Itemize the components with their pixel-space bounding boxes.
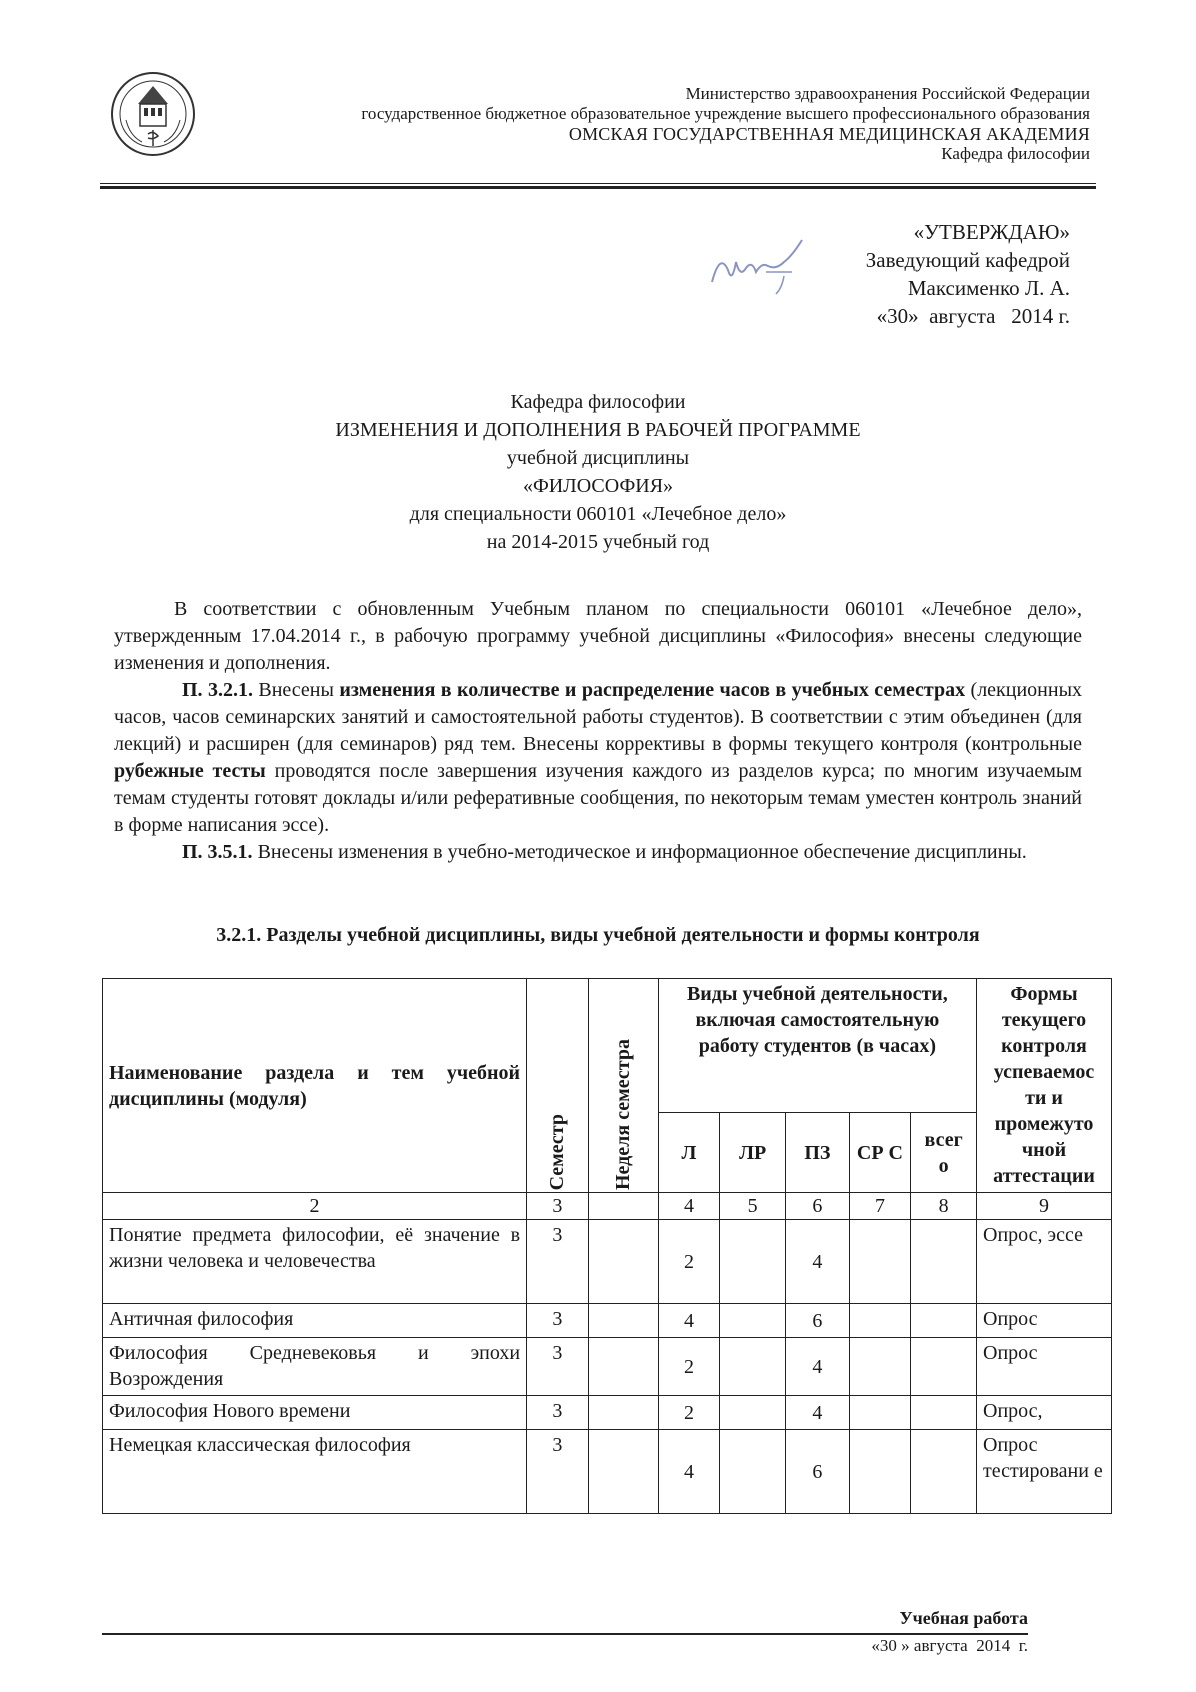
header-week: Неделя семестра: [588, 979, 658, 1193]
document-header: [361, 84, 1090, 164]
ministry-line: Министерство здравоохранения Российской Федерации: [685, 84, 1090, 103]
header-forms: Формы текущего контроля успеваемос ти и промежуто чной аттестации: [977, 979, 1112, 1193]
paragraph-3: П. 3.5.1. Внесены изменения в учебно-методическое и информационное обеспечение дисциплины.: [182, 841, 1027, 863]
approval-position: Заведующий кафедрой: [865, 248, 1070, 272]
header-name: Наименование раздела и тем учебной дисциплины (модуля): [103, 979, 527, 1193]
title-heading: ИЗМЕНЕНИЯ И ДОПОЛНЕНИЯ В РАБОЧЕЙ ПРОГРАММЕ: [335, 419, 861, 441]
institution-line: государственное бюджетное образовательное учреждение высшего профессионального образования: [361, 104, 1090, 123]
paragraph-3-lead: П. 3.5.1.: [182, 841, 253, 863]
table-caption: 3.2.1. Разделы учебной дисциплины, виды учебной деятельности и формы контроля: [216, 924, 980, 946]
signature-icon: [706, 232, 826, 298]
paragraph-2: П. 3.2.1. Внесены изменения в количестве и распределение часов в учебных семестрах (лекционных часов, часов семинарских занятий и самостоятельной работы студентов). В соответствии с этим объединен (для лекций) и расширен (для семинаров) ряд тем. Внесены коррективы в формы текущего контроля (контрольные рубежные тесты проводятся после завершения изучения каждого из разделов курса; по многим изучаемым темам студенты готовят доклады и/или реферативные сообщения, по некоторым темам уместен контроль знаний в форме написания эссе).: [114, 679, 1083, 836]
paragraph-2-emphasis-2: рубежные тесты: [114, 760, 266, 782]
header-src: СР С: [849, 1113, 911, 1193]
paragraph-2-emphasis: изменения в количестве и распределение часов в учебных семестрах: [339, 679, 966, 701]
header-pz: ПЗ: [786, 1113, 850, 1193]
title-department: Кафедра философии: [510, 391, 686, 413]
approval-block: [866, 218, 1070, 330]
title-sub: учебной дисциплины: [506, 447, 690, 469]
column-numbers-row: 2 3 4 5 6 7 8 9: [103, 1193, 1112, 1220]
paragraph-1: В соответствии с обновленным Учебным планом по специальности 060101 «Лечебное дело», утвержденным 17.04.2014 г., в рабочую программу учебной дисциплины «Философия» внесены следующие изменения и дополнения.: [114, 598, 1082, 674]
department-line: Кафедра философии: [941, 144, 1090, 163]
header-kinds: Виды учебной деятельности, включая самостоятельную работу студентов (в часах): [658, 979, 976, 1113]
table-row: Немецкая классическая философия 3 4 6 Опрос тестировани е: [103, 1430, 1112, 1514]
header-lr: ЛР: [720, 1113, 786, 1193]
table-row: Понятие предмета философии, её значение в жизни человека и человечества 3 2 4 Опрос, эссе: [103, 1220, 1112, 1304]
paragraph-2-lead: П. 3.2.1.: [182, 679, 253, 701]
document-title: [0, 388, 1196, 556]
disciplines-table: [102, 978, 1112, 1514]
table-row: Философия Нового времени 3 2 4 Опрос,: [103, 1396, 1112, 1430]
approval-title: «УТВЕРЖДАЮ»: [913, 220, 1070, 244]
title-discipline: «ФИЛОСОФИЯ»: [522, 475, 674, 497]
body-text: [114, 596, 1082, 866]
approval-date: «30» августа 2014 г.: [876, 304, 1070, 328]
header-divider-thin: [100, 183, 1096, 184]
table-row: Философия Средневековья и эпохи Возрождения 3 2 4 Опрос: [103, 1338, 1112, 1396]
header-l: Л: [658, 1113, 720, 1193]
title-year: на 2014-2015 учебный год: [486, 531, 710, 553]
approval-name: Максименко Л. А.: [907, 276, 1070, 300]
title-specialty: для специальности 060101 «Лечебное дело»: [409, 503, 787, 525]
footer-label: Учебная работа: [899, 1608, 1028, 1628]
academy-logo: [108, 70, 198, 158]
header-total: всег о: [911, 1113, 977, 1193]
table-row: Античная философия 3 4 6 Опрос: [103, 1304, 1112, 1338]
header-semester: Семестр: [527, 979, 589, 1193]
academy-line: ОМСКАЯ ГОСУДАРСТВЕННАЯ МЕДИЦИНСКАЯ АКАДЕМИЯ: [568, 124, 1090, 144]
footer-divider: [102, 1633, 1028, 1635]
footer-date: «30 » августа 2014 г.: [871, 1636, 1028, 1655]
header-divider-thick: [100, 186, 1096, 189]
